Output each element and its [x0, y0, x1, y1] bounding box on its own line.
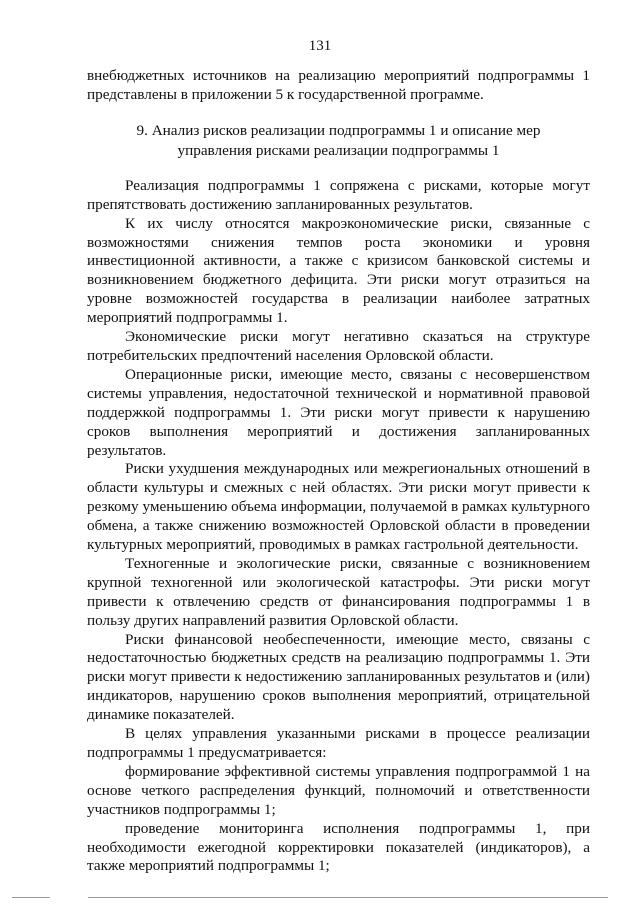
- paragraph-economic-risks: Экономические риски могут негативно сказаться на структуре потребительских предпочтений населения Орловской области.: [87, 328, 590, 364]
- paragraph-financial-risks: Риски финансовой необеспеченности, имеющие место, связаны с недостаточностью бюджетных средств на реализацию подпрограммы 1. Эти риски могут привести к недостижению запланированных результатов и (или) индикаторов, нарушению сроков выполнения мероприятий, отрицательной динамике показателей.: [87, 630, 590, 724]
- scan-edge-mark: [12, 897, 50, 898]
- paragraph-technogenic-risks: Техногенные и экологические риски, связанные с возникновением крупной техногенной или экологической катастрофы. Эти риски могут привести к отвлечению средств от финансирования подпрограммы 1 в пользу других направлений развития Орловской области.: [87, 554, 590, 629]
- page-number: 131: [308, 38, 332, 54]
- paragraph-international-risks: Риски ухудшения международных или межрегиональных отношений в области культуры и смежных с ней областях. Эти риски могут привести к резкому уменьшению объема информации, получаемой в рамках культурного обмена, а также снижению возможностей Орловской области в проведении культурных мероприятий, проводимых в рамках гастрольной деятельности.: [87, 460, 590, 554]
- paragraph-macroeconomic-risks: К их числу относятся макроэкономические риски, связанные с возможностями снижения темпов роста экономики и уровня инвестиционной активности, а также с кризисом банковской системы и возникновением бюджетного дефицита. Эти риски могут отразиться на уровне возможностей государства в реализации наиболее затратных мероприятий подпрограммы 1.: [87, 214, 590, 327]
- paragraph-monitoring: проведение мониторинга исполнения подпрограммы 1, при необходимости ежегодной корректировки показателей (индикаторов), а также мероприятий подпрограммы 1;: [87, 819, 590, 875]
- page-body: [87, 67, 590, 876]
- paragraph-risk-management: В целях управления указанными рисками в процессе реализации подпрограммы 1 предусматривается:: [87, 725, 590, 761]
- section-heading: 9. Анализ рисков реализации подпрограммы 1 и описание мер управления рисками реализации подпрограммы 1: [136, 121, 541, 159]
- paragraph-operational-risks: Операционные риски, имеющие место, связаны с несовершенством системы управления, недостаточной технической и нормативной правовой поддержкой подпрограммы 1. Эти риски могут привести к нарушению сроков выполнения мероприятий и достижения запланированных результатов.: [87, 365, 590, 459]
- paragraph-risks-intro: Реализация подпрограммы 1 сопряжена с рисками, которые могут препятствовать достижению запланированных результатов.: [87, 176, 590, 213]
- paragraph-management-system: формирование эффективной системы управления подпрограммой 1 на основе четкого распределения функций, полномочий и ответственности участников подпрограммы 1;: [87, 762, 590, 818]
- paragraph-continuation: внебюджетных источников на реализацию мероприятий подпрограммы 1 представлены в приложении 5 к государственной программе.: [87, 67, 590, 103]
- scan-edge-line: [88, 897, 608, 898]
